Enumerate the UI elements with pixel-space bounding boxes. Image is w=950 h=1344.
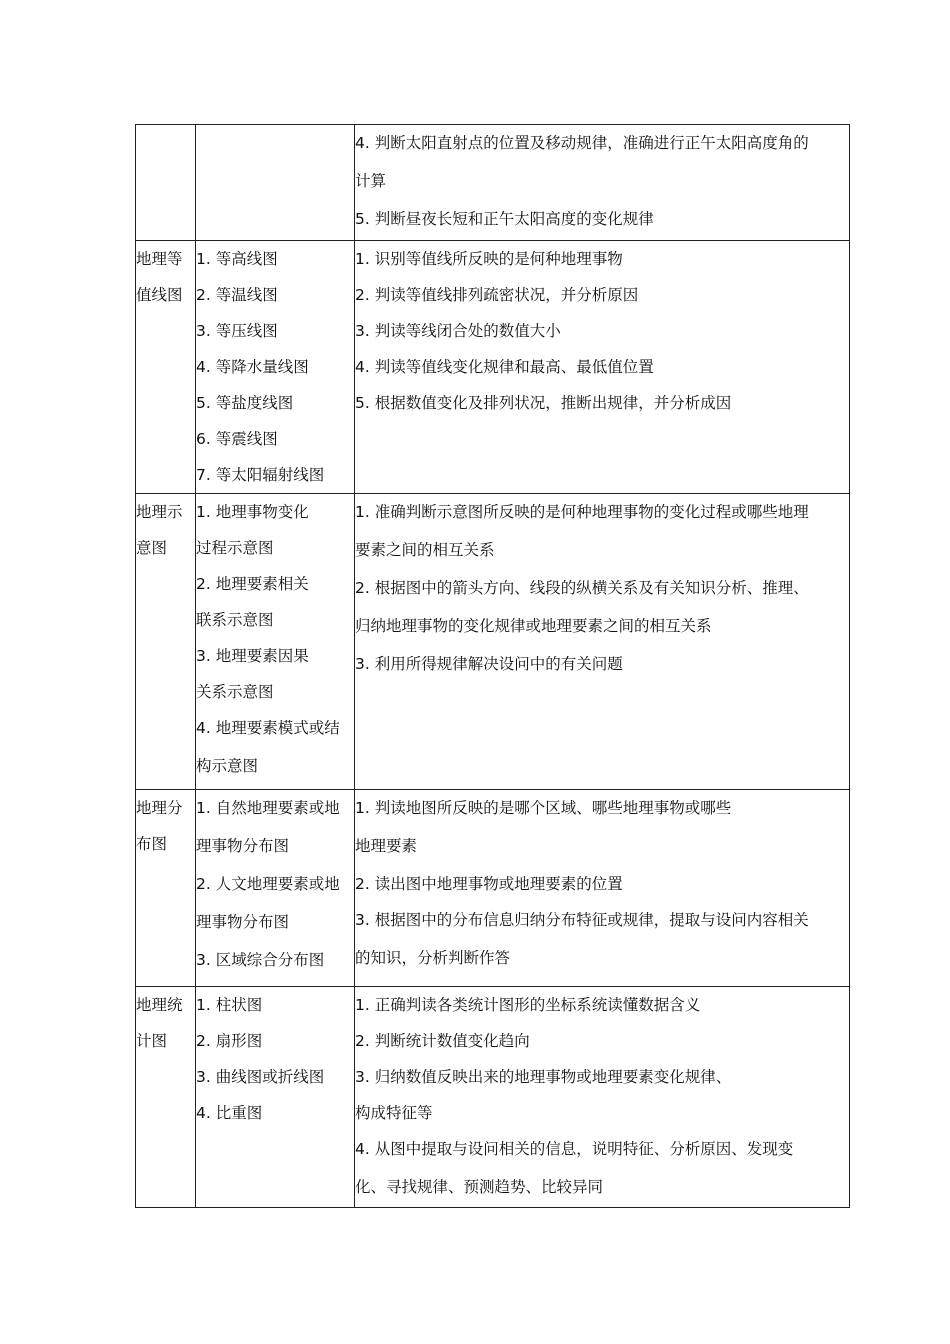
requirement-line: 4. 判断太阳直射点的位置及移动规律，准确进行正午太阳高度角的 xyxy=(355,134,809,152)
requirement-line: 1. 准确判断示意图所反映的是何种地理事物的变化过程或哪些地理 xyxy=(355,503,809,521)
category-cell xyxy=(136,241,196,494)
requirement-line: 化、寻找规律、预测趋势、比较异同 xyxy=(355,1178,604,1196)
chart-type-line: 关系示意图 xyxy=(196,683,274,701)
chart-type-line: 1. 等高线图 xyxy=(196,250,278,268)
chart-types-cell xyxy=(196,987,355,1208)
chart-type-line: 2. 等温线图 xyxy=(196,286,278,304)
chart-type-line: 1. 柱状图 xyxy=(196,996,263,1014)
table-body xyxy=(136,125,850,1208)
category-label: 地理分布图 xyxy=(136,799,183,853)
chart-type-line: 构示意图 xyxy=(196,757,259,775)
category-label: 地理等值线图 xyxy=(136,250,183,304)
requirements-cell xyxy=(355,125,850,241)
chart-types-cell xyxy=(196,494,355,790)
requirement-line: 2. 判断统计数值变化趋向 xyxy=(355,1032,530,1050)
chart-types-cell xyxy=(196,125,355,241)
chart-type-line: 2. 扇形图 xyxy=(196,1032,263,1050)
requirement-line: 1. 识别等值线所反映的是何种地理事物 xyxy=(355,250,623,268)
chart-type-line: 过程示意图 xyxy=(196,539,274,557)
table-row xyxy=(136,790,850,987)
requirement-line: 的知识，分析判断作答 xyxy=(355,949,511,967)
requirements-cell xyxy=(355,987,850,1208)
requirement-line: 1. 正确判读各类统计图形的坐标系统读懂数据含义 xyxy=(355,996,701,1014)
requirements-table xyxy=(135,124,850,1208)
chart-type-line: 4. 地理要素模式或结 xyxy=(196,719,340,737)
category-label: 地理示意图 xyxy=(136,503,183,557)
requirements-cell xyxy=(355,790,850,987)
requirement-line: 构成特征等 xyxy=(355,1104,433,1122)
chart-type-line: 1. 地理事物变化 xyxy=(196,503,309,521)
requirement-line: 2. 判读等值线排列疏密状况，并分析原因 xyxy=(355,286,639,304)
requirements-cell xyxy=(355,494,850,790)
chart-types-cell xyxy=(196,790,355,987)
chart-type-line: 4. 比重图 xyxy=(196,1104,263,1122)
chart-type-line: 理事物分布图 xyxy=(196,837,290,855)
chart-type-line: 3. 地理要素因果 xyxy=(196,647,309,665)
requirement-line: 5. 判断昼夜长短和正午太阳高度的变化规律 xyxy=(355,210,654,228)
requirement-line: 2. 根据图中的箭头方向、线段的纵横关系及有关知识分析、推理、 xyxy=(355,579,809,597)
chart-type-line: 3. 区域综合分布图 xyxy=(196,951,325,969)
table-row xyxy=(136,241,850,494)
table-row xyxy=(136,494,850,790)
chart-type-line: 4. 等降水量线图 xyxy=(196,358,309,376)
requirements-cell xyxy=(355,241,850,494)
requirement-line: 1. 判读地图所反映的是哪个区域、哪些地理事物或哪些 xyxy=(355,799,732,817)
requirement-line: 5. 根据数值变化及排列状况，推断出规律，并分析成因 xyxy=(355,394,732,412)
table-row xyxy=(136,987,850,1208)
requirement-line: 要素之间的相互关系 xyxy=(355,541,495,559)
requirement-line: 归纳地理事物的变化规律或地理要素之间的相互关系 xyxy=(355,617,712,635)
chart-type-line: 联系示意图 xyxy=(196,611,274,629)
chart-type-line: 3. 曲线图或折线图 xyxy=(196,1068,325,1086)
category-cell xyxy=(136,125,196,241)
requirement-line: 4. 从图中提取与设问相关的信息，说明特征、分析原因、发现变 xyxy=(355,1140,794,1158)
requirement-line: 3. 根据图中的分布信息归纳分布特征或规律，提取与设问内容相关 xyxy=(355,911,809,929)
category-label: 地理统计图 xyxy=(136,996,183,1050)
requirement-line: 4. 判读等值线变化规律和最高、最低值位置 xyxy=(355,358,654,376)
chart-types-cell xyxy=(196,241,355,494)
requirement-line: 3. 归纳数值反映出来的地理事物或地理要素变化规律、 xyxy=(355,1068,732,1086)
requirement-line: 2. 读出图中地理事物或地理要素的位置 xyxy=(355,875,623,893)
chart-type-line: 1. 自然地理要素或地 xyxy=(196,799,340,817)
requirement-line: 计算 xyxy=(355,172,387,190)
table-row xyxy=(136,125,850,241)
chart-type-line: 7. 等太阳辐射线图 xyxy=(196,466,325,484)
requirement-line: 地理要素 xyxy=(355,837,418,855)
chart-type-line: 2. 地理要素相关 xyxy=(196,575,309,593)
requirement-line: 3. 利用所得规律解决设问中的有关问题 xyxy=(355,655,623,673)
chart-type-line: 2. 人文地理要素或地 xyxy=(196,875,340,893)
chart-type-line: 6. 等震线图 xyxy=(196,430,278,448)
chart-type-line: 5. 等盐度线图 xyxy=(196,394,294,412)
category-cell xyxy=(136,790,196,987)
chart-type-line: 理事物分布图 xyxy=(196,913,290,931)
chart-type-line: 3. 等压线图 xyxy=(196,322,278,340)
category-cell xyxy=(136,987,196,1208)
category-cell xyxy=(136,494,196,790)
requirement-line: 3. 判读等线闭合处的数值大小 xyxy=(355,322,561,340)
